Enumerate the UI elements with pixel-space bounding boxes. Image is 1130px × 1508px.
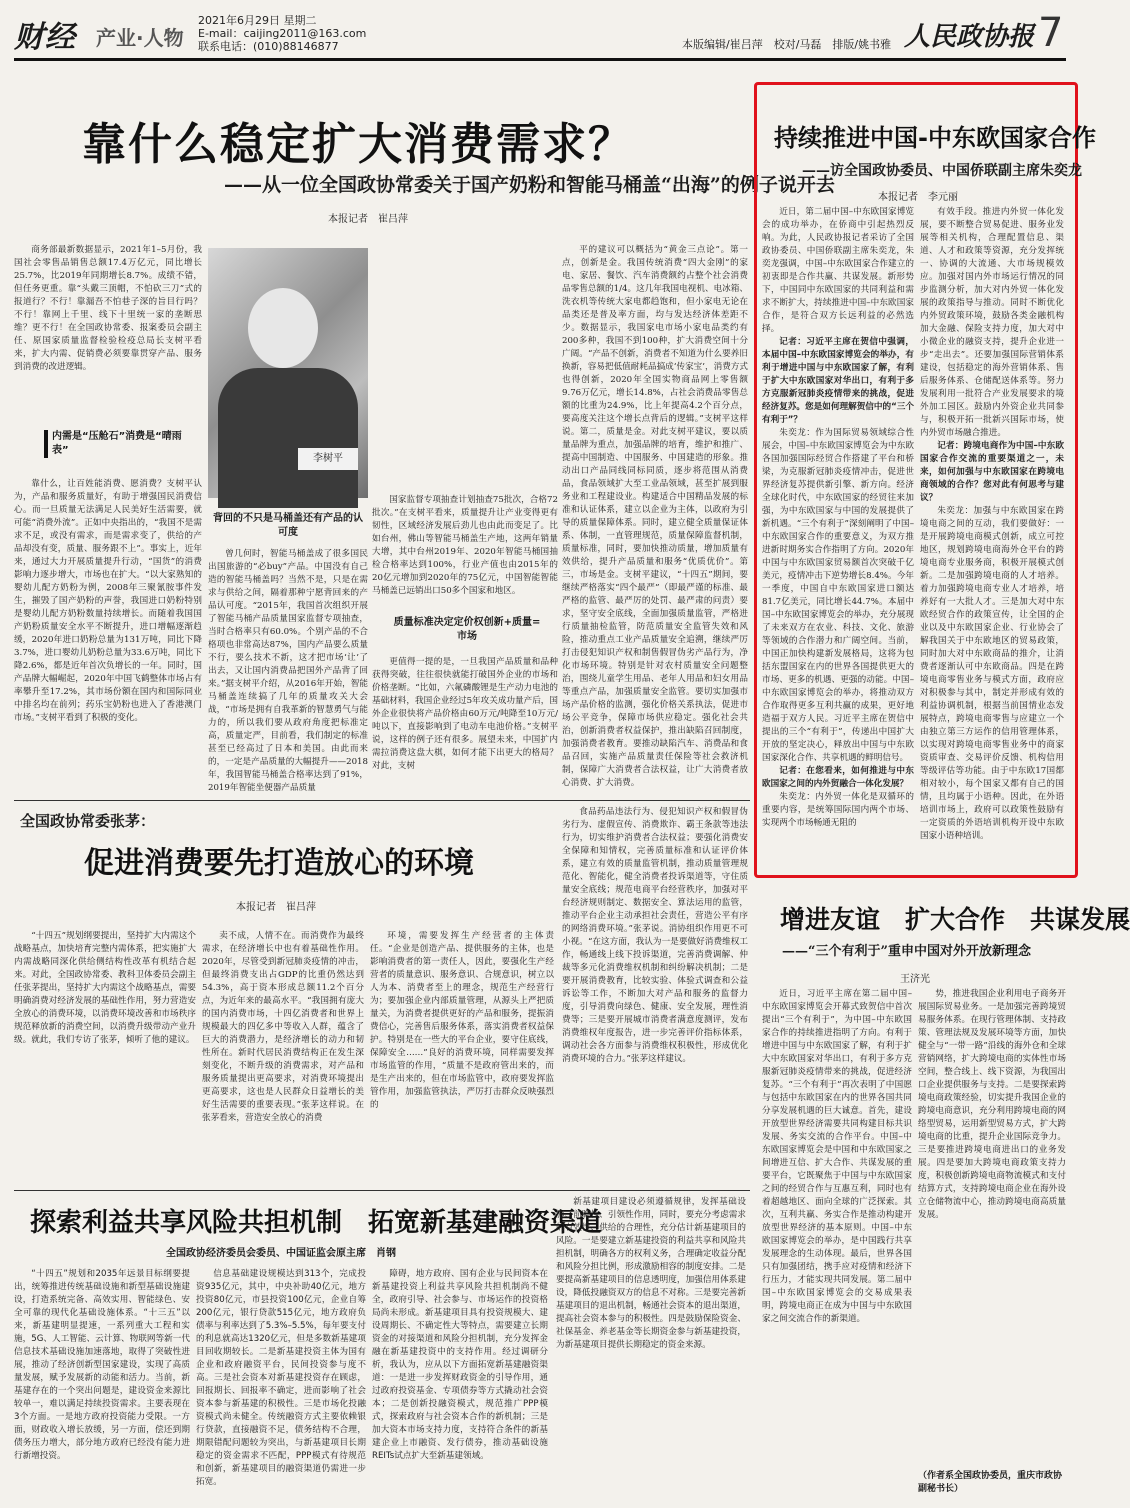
zhang-col4-text: 食品药品违法行为、侵犯知识产权和假冒伪劣行为、虚假宣传、消费欺诈、霸王条款等违法行为，切实维护消费者合法权益；要强化消费安全保障和知情权，完善质量标准和认证评价体系，建立有效的质量监管机制，推动质量管理规范化、智能化，健全消费者投诉渠道等，守住质量安全底线；规范电商平台经营秩序，加强对平台经济规则制定、数据安全、算法运用的监管，推动平台企业主动承担社会责任，营造公平有序的网络消费环境。”张茅说。消协组织作用更不可小视。“在这方面，我认为一是要做好消费维权工作，畅通线上线下投诉渠道，完善消费调解、仲裁等多元化消费维权机制和纠纷解决机制；二是要开展消费教育，比较实验、体验式调查和公益诉讼等工作，不断加大对产品和服务的监督力度，引导消费向绿色、健康、安全发展，理性消费等；三是要开展城市消费者满意度测评，发布消费维权年度报告，进一步完善评价指标体系，调动社会各方面参与消费维权积极性，形成优化消费环境的合力。”张茅这样建议。 bbox=[562, 807, 748, 1064]
sidebar-col2-text: 有效手段。推进内外贸一体化发展，要不断整合贸易促进、服务业发展等相关机构，合理配置信息、渠道、人才和政策等资源，充分发挥统一、协调的大流通、大市场规模效应。加强对国内外市场运行情况的同步监测分析，加大对内外贸一体化发展的政策指导与推动。同时不断优化内外贸政策环境，鼓励各类金融机构加大金融、保险支持力度，加大对中小微企业的融资支持，提升企业进一步“走出去”。还要加强国际营销体系建设，包括稳定的海外营销体系、售后服务体系、仓储配送体系等。努力发展利用一批符合产业发展要求的境外加工园区。鼓励内外资企业共同参与，积极开拓一批新兴国际市场，使内外贸市场融合推进。 bbox=[920, 207, 1064, 438]
portrait-body-shape bbox=[218, 368, 358, 508]
issue-meta bbox=[198, 14, 366, 53]
sidebar-q1: 记者：习近平主席在贺信中强调，本届中国–中东欧国家博览会的举办，有利于增进中国与中东欧国家了解，有利于扩大中东欧国家对华出口，有利于多方克服新冠肺炎疫情带来的挑战，促进经济复苏。您是如何理解贺信中的“三个有利于”？ bbox=[762, 337, 914, 425]
tail-author-note: （作者系全国政协委员，重庆市政协副秘书长） bbox=[918, 1471, 1063, 1494]
main-col1-text: 商务部最新数据显示，2021年1–5月份，我国社会零售品销售总额17.4万亿元，同比增长25.7%，比2019年同期增长8.7%。成绩不错，但任务更重。靠“头戴三顶帽，不怕砍三刀”式的报道行？不行！靠漏吾不怕巷子深的旨目行吗？不行！靠网上千里、线下十里统一家的垄断思维？更不行！在全国政协常委、报案委员会副主任、原国家质量监督检验检疫总局长支树平看来，扩大内需、促销费必须要靠贯穿产品、服务到消费的改进逻辑。 bbox=[14, 245, 202, 372]
zhang-col2-text: 卖不成，人情不在。而消费作为最终需求，在经济增长中也有着基础性作用。2020年，尽管受到新冠肺炎疫情的冲击，但最终消费支出占GDP的比重仍然达到54.3%，高于资本形成总额11.2个百分点，为近年来的最高水平。“我国拥有庞大的国内消费市场，十四亿消费者和世界上规模最大的四亿多中等收入人群，蕴含了巨大的消费潜力，是经济增长的动力和韧性所在。新时代居民消费结构正在发生深刻变化，不断升级的消费需求，对产品和服务质量提出更高要求，对消费环境提出更高要求，这也是人民群众日益增长的美好生活需要的重要表现。”张茅这样说。在张茅看来，营造安全放心的消费 bbox=[202, 931, 364, 1123]
main-col1b-text: 靠什么，让百姓能消费、愿消费？支树平认为，产品和服务质量好，有助于增强国民消费信心。而一旦质量无法满足人民美好生活需要，就可能“消费外流”。正如中央指出的，“我国不是需求不足，或没有需求，而是需求变了，供给的产品却没有变，质量、服务跟不上”。事实上，近年来，通过大力开展质量提升行动，“国货”的消费影响力逐步增大，市场也在扩大。“以大家熟知的婴幼儿配方奶粉为例，2008年三聚氰胺事件发生，摧毁了国产奶粉的声誉，我国进口奶粉特别是婴幼儿配方奶粉数量持续增长。而随着我国国产奶粉质量安全水平不断提升，进口增幅逐渐趋缓，2020年进口奶粉总量为131万吨，同比下降3.7%，进口婴幼儿奶粉总量为33.6万吨，同比下降2.6%，都是近年首次负增长的一年。同时，国产品牌大幅崛起，2020年中国飞鹤整体市场占有率攀升至17.2%，其市场份额在国内和国际同业中排名均在前列；药乐宝奶粉也进入了香港澳门市场。”支树平看到了积极的变化。 bbox=[14, 479, 202, 723]
section-brand: 财经 bbox=[14, 20, 76, 55]
zhang-col1 bbox=[14, 930, 196, 1180]
tail-col2-text: 势，推进我国企业利用电子商务开展国际贸易业务。一是加强完善跨境贸易服务体系。在现行管理体制、支持政策、管理法规及发展环境等方面，加快健全与“一带一路”沿线的海外仓和全球营销网络，扩大跨境电商的实体性市场空间，整合线上、线下资源，为我国出口企业提供服务与支持。二是要探索跨境电商政策经验，切实提升我国企业的跨境电商意识，充分利用跨境电商的网络型贸易，运用新型贸易方式，扩大跨境电商的比重，提升企业国际竞争力。三是要推进跨境电商进出口的业务发展。四是要加大跨境电商政策支持力度，积极创新跨境电商物流模式和支付结算方式，支持跨境电商企业在海外设立仓储物流中心，推动跨境电商高质量发展。 bbox=[918, 989, 1066, 1220]
zhang-col1-text: “十四五”规划纲要提出，坚持扩大内需这个战略基点，加快培育完整内需体系，把实施扩大内需战略同深化供给侧结构性改革有机结合起来。对此，全国政协常委、教科卫体委员会副主任张茅提出，坚持扩大内需这个战略基点，需要明确消费对经济发展的基础性作用，努力营造安全放心的消费环境，以消费环境改善和市场秩序规范释放新的消费空间，以消费升级带动产业升级。就此，我们专访了张茅，倾听了他的建议。 bbox=[14, 931, 196, 1045]
xiao-col4 bbox=[556, 1196, 746, 1500]
portrait-head-shape bbox=[248, 288, 318, 368]
sidebar-intro: 近日，第二届中国–中东欧国家博览会的成功举办，在侨商中引起热烈反响。为此，人民政协报记者采访了全国政协委员、中国侨联副主席朱奕龙，朱奕龙强调，中国–中东欧国家合作建立的初衷即是合作共赢、共谋发展。新形势下，中国同中东欧国家的共同利益和需求不断扩大，持续推进中国–中东欧国家合作，是符合双方长远利益的必然选择。 bbox=[762, 207, 914, 334]
zhang-kicker: 全国政协常委张茅： bbox=[20, 812, 156, 830]
sidebar-q3: 记者：跨境电商作为中国–中东欧国家合作交流的重要渠道之一，未来，如何加强与中东欧国家在跨境电商领域的合作？您对此有何思考与建议？ bbox=[920, 441, 1064, 503]
zhang-byline: 本报记者 崔吕萍 bbox=[236, 902, 316, 913]
tail-col1-text: 近日，习近平主席在第二届中国–中东欧国家博览会开幕式致贺信中首次提出“三个有利于”，为中国–中东欧国家合作的持续推进指明了方向。有利于增进中国与中东欧国家了解，有利于扩大中东欧国家对华出口，有利于多方克服新冠肺炎疫情带来的挑战，促进经济复苏。“三个有利于”再次表明了中国愿与包括中东欧国家在内的世界各国共同分享发展机遇的巨大诚意。首先，建设开放型世界经济需要共同构建目标共识发展、务实交流的合作平台。中国–中东欧国家博览会是中国和中东欧国家之间增进互信、扩大合作、共谋发展的重要平台，它既聚焦于中国与中东欧国家之间的经贸合作与互惠互利，同时也有着超越地区、面向全球的广泛探索。其次，互利共赢、务实合作是推动构建开放型世界经济的基本原则。中国–中东欧国家博览会的举办，是中国践行共享发展理念的生动体现。最后，世界各国只有加强团结，携手应对疫情和经济下行压力，才能实现共同发展。第二届中国–中东欧国家博览会的交易成果表明，跨境电商正在成为中国与中东欧国家之间交流合作的新渠道。 bbox=[762, 989, 912, 1324]
tail-byline: 王济光 bbox=[900, 974, 930, 985]
xiao-col2-text: 信息基础建设规模达到313个，完成投资935亿元，其中，中央补助40亿元，地方投资80亿元，市县投资100亿元，企业自筹200亿元，银行贷款515亿元，地方政府负债率与利率达到了5.3%–5.5%，每年要支付的利息就高达1320亿元，但是多数新基建项目回收期较长。二是新基建投资主体为国有企业和政府融资平台，民间投资参与度不高。三是社会资本对新基建投资存在顾虑，回报期长、回报率不确定，进而影响了社会资本参与新基建的积极性。三是市场化投融资模式尚未健全。传统融资方式主要依赖银行贷款，直接融资不足，债务结构不合理，期限错配问题较为突出，与新基建项目长期稳定的资金需求不匹配，PPP模式有待规范和创新，新基建项目的融资渠道仍需进一步拓宽。 bbox=[196, 1269, 366, 1487]
main-subhead-2: 质量标准决定定价权创新+质量=市场 bbox=[393, 617, 541, 642]
main-title: 靠什么稳定扩大消费需求？ bbox=[82, 119, 634, 170]
page-editors: 本版编辑/崔吕萍 校对/马磊 排版/姚书雅 bbox=[682, 38, 892, 51]
main-col2-text: 曾几何时，智能马桶盖成了很多国民出国旅游的“必buy”产品。中国没有自己造的智能马桶盖吗？当然不是，只是在需求与供给之间，隔着那种宁愿背回来的产品认可度。“2015年，我国首次组织开展了智能马桶产品质量国家监督专项抽查，当时合格率只有60.0%。个别产品的不合格项也非常高达87%，国内产品要么质量不行，要么技术不新，这才把市场‘让’了出去，又让国内消费品把国外产品背了回来。”据支树平介绍，从2016年开始，智能马桶盖连续搞了几年的质量攻关大会战，“市场是拥有自我革新的智慧勇气与能力的，所以我们要从政府角度把标准定高，质量定严，目前看，我们制定的标准甚至已经高过了日本和美国。由此而来的，一定是产品质量的大幅提升——2018年，我国智能马桶盖合格率达到了91%，2019年智能坐便器产品质量 bbox=[208, 549, 368, 793]
divider-1 bbox=[14, 800, 750, 801]
main-col2 bbox=[208, 548, 368, 793]
main-col4-text: 平的建议可以概括为“黄金三点论”。第一点，创新是金。我国传统消费“四大金刚”的家电、家居、餐饮、汽车消费额约占整个社会消费品零售总额的1/4。这几年我国电视机、电冰箱、洗衣机等传统大家电都趋饱和，但小家电无论在品类还是普及率方面，均与发达经济体差距不少。数据显示，我国家电市场小家电品类约有200多种，我国不到100种，扩大消费空间十分广阔。“产品不创新，消费者不知道为什么要养旧换新，容易把低值耐耗品搞成‘传家宝’，消费方式也得创新，2020年全国实物商品网上零售额9.76万亿元，增长14.8%，占社会消费品零售总额的比重为24.9%，比上年提高4.2个百分点，要高度关注这个增长点背后的逻辑。”支树平这样说。第二，质量是金。对此支树平建议，要以质量品牌为重点，加强品牌的培育，维护和推广、提高中国制造、中国服务、中国建造的形象。推动出口产品同线同标同质，逐步将范围从消费品，食品领域扩大至工业品领域，甚至扩展到服务业和工程建设业。构建适合中国精品发展的标准和认证体系，建立以企业为主体，以政府为引导的质量保障体系。同时，建立健全质量保证体系、体制，一直管理规范，质量保障监督机制，质量标准，同时，要加快推动质量，增加质量有效供给，提升产品质量和服务“优质优价”。第三，市场是金。支树平建议，“十四五”期间，要继续严格落实“四个最严”（即最严谨的标准、最严格的监管、最严厉的处罚、最严肃的问责）要求，坚守安全底线，全面加强质量监管，严格进行质量抽检监管，防范质量安全监管失效和风险，推动重点工业产品质量安全追溯，继续严厉打击侵犯知识产权和制售假冒伪劣产品行为，净化市场环境。特别是针对农村质量安全问题整治，围绕儿童学生用品、老年人用品和妇女用品等重点产品，加强质量安全监管。要切实加强市场产品价格的监测，强化价格关系执法，促进市场公平竞争，保障市场供应稳定。强化社会共治，创新消费者权益保护，推出缺陷召回制度，加强消费者教育。要推动缺陷汽车、消费品和食品召回，实施产品质量责任保险等社会救济机制，保障广大消费者合法权益，让广大消费者放心消费、扩大消费。 bbox=[562, 245, 748, 788]
masthead bbox=[14, 8, 1066, 56]
main-col3 bbox=[372, 494, 558, 610]
xiao-col3 bbox=[372, 1268, 548, 1500]
sidebar-col2 bbox=[920, 206, 1064, 862]
sidebar-title: 持续推进中国-中东欧国家合作 bbox=[774, 124, 1096, 152]
tail-subtitle: ——“三个有利于”重申中国对外开放新理念 bbox=[782, 944, 1031, 959]
main-photo bbox=[208, 248, 368, 498]
xiao-byline: 全国政协经济委员会委员、中国证监会原主席 肖钢 bbox=[166, 1248, 396, 1259]
zhang-col3-text: 环境，需要发挥生产经营者的主体责任。“企业是创造产品、提供服务的主体，也是影响消费者的第一责任人，因此，要强化生产经营者的质量意识、服务意识、合规意识，树立以人为本、消费者至上的理念，规范生产经营行为；要加强企业内部质量管理，从源头上严把质量关，为消费者提供更好的产品和服务，提振消费信心，完善售后服务体系，落实消费者权益保护。特别是在一些大的平台企业，要守住底线，保障安全……”良好的消费环境，同样需要发挥市场监管的作用，“质量不是政府管出来的，而是生产出来的，但在市场监管中，政府要发挥监管作用，加强监管执法，严厉打击群众反映强烈的 bbox=[370, 931, 554, 1110]
xiao-col2 bbox=[196, 1268, 366, 1500]
main-subhead-1: 内需是“压舱石”消费是“晴雨表” bbox=[44, 430, 192, 458]
masthead-rule bbox=[14, 58, 1066, 61]
main-col1b bbox=[14, 478, 202, 788]
page-number: 7 bbox=[1038, 10, 1064, 56]
sidebar-subtitle: ——访全国政协委员、中国侨联副主席朱奕龙 bbox=[802, 163, 1082, 179]
xiao-col4-text: 新基建项目建设必须遵循规律，发挥基础设施、前瞻性、引领性作用，同时，要充分考虑需求的有效性、供给的合理性，充分估计新基建项目的风险。一是要建立新基建投资的利益共享和风险共担机制，明确各方的权利义务，合理确定收益分配和风险分担比例，形成激励相容的制度安排。二是要提高新基建项目的信息透明度，加强信用体系建设，降低投融资双方的信息不对称。三是要完善新基建项目的退出机制，畅通社会资本的退出渠道，提高社会资本参与的积极性。四是鼓励保险资金、社保基金、养老基金等长期资金参与新基建投资，为新基建项目提供长期稳定的资金来源。 bbox=[556, 1197, 746, 1350]
sidebar-q2: 记者：在您看来，如何推进与中东欧国家之间的内外贸融合一体化发展？ bbox=[762, 766, 914, 789]
main-subtitle: ——从一位全国政协常委关于国产奶粉和智能马桶盖“出海”的例子说开去 bbox=[224, 174, 835, 196]
zhang-col4 bbox=[562, 806, 748, 1180]
xiao-col3-text: 障碍，地方政府、国有企业与民间资本在新基建投资上利益共享风险共担机制尚不健全，政府引导、社会参与、市场运作的投资格局尚未形成。新基建项目具有投资规模大、建设周期长、不确定性大等特点，需要建立长期资金的对接渠道和风险分担机制，充分发挥金融在新基建投资中的支持作用。经过调研分析，我认为，应从以下方面拓宽新基建融资渠道：一是进一步发挥财政资金的引导作用，通过政府投资基金、专项债券等方式撬动社会资本；二是创新投融资模式，规范推广PPP模式，探索政府与社会资本合作的新机制；三是加大资本市场支持力度，支持符合条件的新基建企业上市融资、发行债券，推动基础设施REITs试点扩大至新基建领域。 bbox=[372, 1269, 548, 1461]
paper-name: 人民政协报 bbox=[904, 22, 1035, 52]
main-byline: 本报记者 崔吕萍 bbox=[328, 214, 408, 225]
xiao-col1-text: “十四五”规划和2035年远景目标纲要提出，统筹推进传统基础设施和新型基础设施建设，打造系统完备、高效实用、智能绿色、安全可靠的现代化基础设施体系。“十三五”以来，新基建明显提速，一系列重大工程和实施，5G、人工智能、云计算、物联网等新一代信息技术基础设施加速落地，取得了突破性进展，推动了经济创新型国家建设，实现了高质量发展，赋予发展新的动能和活力。当前，新基建存在的一个突出问题是，建设资金来源比较单一，难以满足持续投资需求。主要表现在3个方面。一是地方政府投资能力受限。一方面，财政收入增长放缓，另一方面，偿还到期债务压力增大，部分地方政府已经没有能力进行新增投资。 bbox=[14, 1269, 190, 1461]
zhang-title: 促进消费要先打造放心的环境 bbox=[84, 846, 474, 881]
main-col1 bbox=[14, 244, 202, 420]
main-col3b bbox=[372, 656, 558, 788]
issue-phone: 联系电话：(010)88146877 bbox=[198, 40, 339, 53]
issue-date: 2021年6月29日 星期二 bbox=[198, 14, 317, 27]
sidebar-a1: 朱奕龙：作为国际贸易领域综合性展会，中国–中东欧国家博览会为中东欧各国加强国际经贸合作搭建了平台和桥梁，为克服新冠肺炎疫情冲击，促进世界经济复苏提供新引擎、新方向。经济全球化时代，中东欧国家的经贸往来加强，为中东欧国家与中国的发展提供了新机遇。“三个有利于”深刻阐明了中国–中东欧国家合作的重要意义，为双方推进新时期务实合作指明了方向。2020年中国与中东欧国家贸易额首次突破千亿美元，疫情冲击下逆势增长8.4%。今年一季度，中国自中东欧国家进口额达81.7亿美元，同比增长44.7%。本届中国–中东欧国家博览会的举办，充分展现了未来双方在农业、科技、文化、旅游等领域的合作潜力和广阔空间。当前，中国正加快构建新发展格局，这将为包括东盟国家在内的世界各国提供更大的市场、更多的机遇、更强的动能。中国–中东欧国家博览会的举办，将推动双方合作取得更多互利共赢的成果，更好地造福于双方人民。习近平主席在贺信中提出的三个“有利于”，传递出中国扩大开放的坚定决心，释放出中国与中东欧国家深化合作、共享机遇的鲜明信号。 bbox=[762, 428, 914, 763]
divider-2 bbox=[14, 1190, 750, 1191]
sidebar-a2: 朱奕龙：内外贸一体化是双循环的重要内容，是统筹国际国内两个市场、实现两个市场畅通无阻的 bbox=[762, 792, 914, 828]
tail-col2 bbox=[918, 988, 1066, 1468]
issue-email: E-mail：caijing2011@163.com bbox=[198, 27, 367, 40]
sidebar-byline: 本报记者 李元丽 bbox=[878, 192, 958, 203]
xiao-col1 bbox=[14, 1268, 190, 1500]
xiao-title: 探索利益共享风险共担机制 拓宽新基建融资渠道 bbox=[30, 1208, 603, 1238]
zhang-col3 bbox=[370, 930, 554, 1180]
main-col3b-text: 更值得一提的是，一旦我国产品质量和品种获得突破，往往很快就能打破国外企业的市场和价格垄断。“比如，六氟磷酸锂是生产动力电池的基础材料，我国企业经过5年攻关成功量产后，国外企业很快将产品价格由60万元/吨降至10万元/吨以下，直接影响到了电动车电池价格。”支树平说，这样的例子还有很多。展望未来，中国扩内需拉消费这盘大棋，如何才能下出更大的格局？对此，支树 bbox=[372, 657, 558, 771]
main-col3-text: 国家监督专项抽查计划抽查75批次，合格72批次。”在支树平看来，质量提升让产业变得更有韧性，区域经济发展后劲儿也由此而变足了。比如台州，佛山等智能马桶盖生产地，这两年销量大增，其中台州2019年、2020年智能马桶国抽检合格率达到100%，行业产值也由2015年的20亿元增加到2020年的75亿元，中国智能智能马桶盖已远销出口50多个国家和地区。 bbox=[372, 495, 558, 596]
section-name: 产业·人物 bbox=[96, 26, 184, 50]
tail-col1 bbox=[762, 988, 912, 1498]
sidebar-col1 bbox=[762, 206, 914, 862]
photo-caption: 背回的不只是马桶盖还有产品的认可度 bbox=[213, 513, 363, 538]
tail-title: 增进友谊 扩大合作 共谋发展 bbox=[780, 905, 1130, 934]
sidebar-a3: 朱奕龙：加强与中东欧国家在跨境电商之间的互动，我们要做好：一是开展跨境电商模式创新，成立可控地区，规划跨境电商海外仓平台的跨境电商专业服务商，积极开展模式创新。二是加强跨境电商的人才培养。着力加强跨境电商专业人才培养，培养好有一大批人才。三是加大对中东欧经贸合作的政策宣传，让全国的企业以及中东欧国家企业、行业协会了解我国关于中东欧地区的贸易政策，同时加大对中东欧商品的推介，让消费者逐渐认可中东欧商品。四是在跨境电商零售业务与模式方面，政府应对积极参与其中，制定并形成有效的利益协调机制，根据当前国情业态发展特点，跨境电商零售与应建立一个由独立第三方运作的信用管理体系，以实现对跨境电商零售业务中的商家资质审查、交易评价反馈、机构信用等级评估等功能。由于中东欧17国都相对较小，每个国家又都有自己的国情，且均属于小语种。因此，在外语培训市场上，政府可以政策性鼓励有一定资质的外语培训机构开设中东欧国家小语种培训。 bbox=[920, 506, 1064, 841]
zhang-col2 bbox=[202, 930, 364, 1180]
main-col4 bbox=[562, 244, 748, 790]
photo-name-tag: 李树平 bbox=[298, 448, 358, 470]
